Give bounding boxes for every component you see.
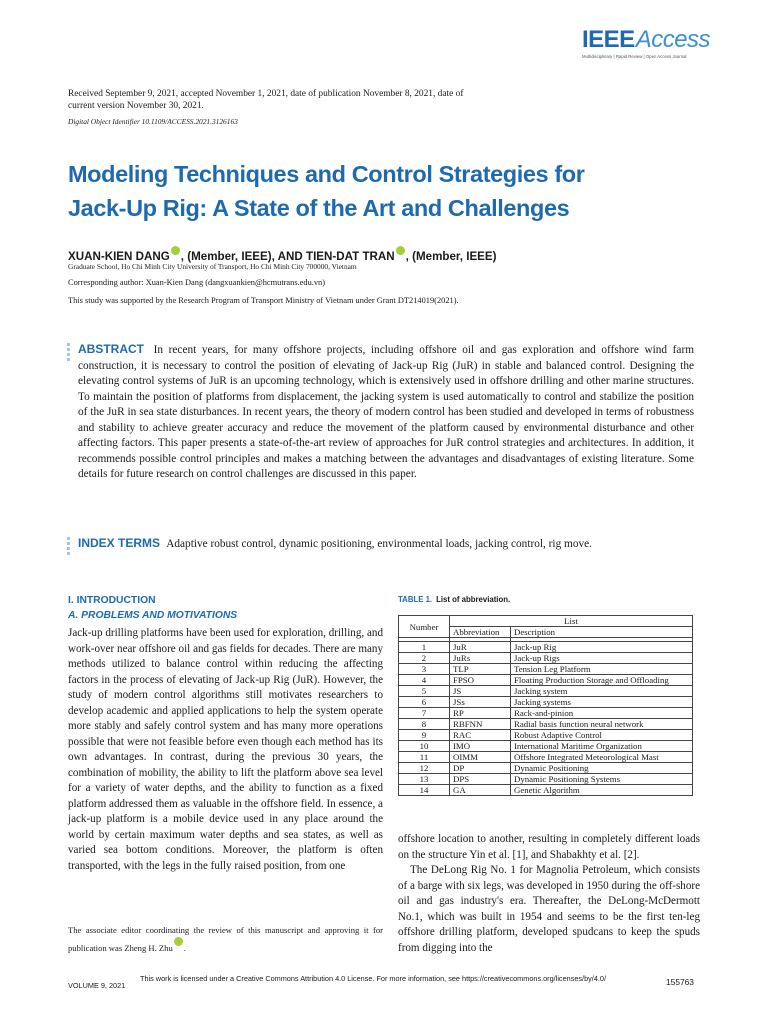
intro-paragraph: Jack-up drilling platforms have been used for exploration, drilling, and work-over near offshore oil and gas fields for decades. There are many methods utilized to balance control within reducing the affecting factors in the process of elevating of Jack-up Rig (JuR). However, the study of modern control algorithms still motivates researchers to develop academic and applied applications to help the system operate more stably and safely control system and has many more operations possible that were not feasible before even though each method has its own advantages. In contrast, during the previous 30 years, the combination of mobility, the ability to lift the platform above sea level for a variety of water depths, and the ability to function as a fixed platform addressed them as valuable in the offshore field. In essence, a jack-up platform is a mobile device used in any place around the world by certain maximum water depths and sea states, as well as varied sea bottom conditions. Moreover, the platform is often transported, with the legs in the fully raised position, from one <box>68 627 383 872</box>
col-header-description: Description <box>511 627 693 638</box>
cell-abbreviation: RAC <box>450 730 511 741</box>
page-number: 155763 <box>666 977 694 987</box>
cell-number: 9 <box>399 730 450 741</box>
paper-title: Modeling Techniques and Control Strategies for Jack-Up Rig: A State of the Art and Challenges <box>68 161 585 221</box>
cell-description: Robust Adaptive Control <box>511 730 693 741</box>
cell-abbreviation: JS <box>450 686 511 697</box>
abstract-label: ABSTRACT <box>78 342 144 356</box>
cell-abbreviation: IMO <box>450 741 511 752</box>
index-terms-text: Adaptive robust control, dynamic positioning, environmental loads, jacking control, rig move. <box>166 538 592 550</box>
cell-description: Rack-and-pinion <box>511 708 693 719</box>
cell-number: 6 <box>399 697 450 708</box>
author-line <box>68 246 497 263</box>
cell-description: Dynamic Positioning <box>511 763 693 774</box>
cell-abbreviation: RP <box>450 708 511 719</box>
logo-ieee: IEEE <box>582 26 635 53</box>
abstract <box>78 342 694 483</box>
table-row <box>399 686 693 697</box>
logo-access: Access <box>635 26 711 53</box>
corresponding-author: Corresponding author: Xuan-Kien Dang (dangxuankien@hcmutrans.edu.vn) <box>68 278 326 287</box>
table-row <box>399 719 693 730</box>
section-heading: I. INTRODUCTION <box>68 595 156 606</box>
col-header-number: Number <box>399 616 450 638</box>
paragraph: offshore location to another, resulting in completely different loads on the structure Yin et al. [1], and Shabakhty et al. [2]. <box>398 833 700 861</box>
table-title: List of abbreviation. <box>436 595 511 604</box>
cell-number: 5 <box>399 686 450 697</box>
cell-number: 3 <box>399 664 450 675</box>
table-row <box>399 675 693 686</box>
doi[interactable]: Digital Object Identifier 10.1109/ACCESS.2021.3126163 <box>68 117 238 126</box>
cell-abbreviation: JuRs <box>450 653 511 664</box>
footnote-text: The associate editor coordinating the review of this manuscript and approving it for publication was Zheng H. Zhu <box>68 925 383 953</box>
orcid-icon[interactable] <box>396 246 405 255</box>
subsection-heading: A. PROBLEMS AND MOTIVATIONS <box>68 610 238 621</box>
paragraph: The DeLong Rig No. 1 for Magnolia Petroleum, which consists of a barge with six legs, was developed in 1950 during the off-shore oil and gas industry's era. Thereafter, the DeLong-McDermott No.1, which was built in 1954 and seems to be the first ten-leg offshore drilling platform, developed spudcans to keep the spuds from digging into the <box>398 864 700 954</box>
cell-number: 7 <box>399 708 450 719</box>
cell-description: Jack-up Rig <box>511 642 693 653</box>
table-row <box>399 697 693 708</box>
affiliation: Graduate School, Ho Chi Minh City University of Transport, Ho Chi Minh City 700000, Vietnam <box>68 262 357 271</box>
cell-number: 4 <box>399 675 450 686</box>
index-terms-marker-icon <box>67 537 70 557</box>
license-notice[interactable]: This work is licensed under a Creative Commons Attribution 4.0 License. For more information, see https://creativecommons.org/licenses/by/4.0/ <box>140 974 606 983</box>
right-column-text <box>398 832 700 956</box>
table-row <box>399 730 693 741</box>
table-caption <box>398 595 510 604</box>
cell-abbreviation: GA <box>450 785 511 796</box>
orcid-icon[interactable] <box>171 246 180 255</box>
author-role: , (Member, IEEE) <box>405 250 497 263</box>
index-terms-label: INDEX TERMS <box>78 536 161 550</box>
author-role: , (Member, IEEE), AND <box>180 250 306 263</box>
cell-description: Radial basis function neural network <box>511 719 693 730</box>
cell-description: Jacking systems <box>511 697 693 708</box>
table-row <box>399 752 693 763</box>
editor-footnote: The associate editor coordinating the review of this manuscript and approving it for publication was Zheng H. Zhu . <box>68 925 383 953</box>
table-row <box>399 741 693 752</box>
cell-description: Dynamic Positioning Systems <box>511 774 693 785</box>
cell-description: Floating Production Storage and Offloading <box>511 675 693 686</box>
cell-description: International Maritime Organization <box>511 741 693 752</box>
cell-abbreviation: FPSO <box>450 675 511 686</box>
table-row <box>399 774 693 785</box>
table-row <box>399 664 693 675</box>
orcid-icon[interactable] <box>174 937 183 946</box>
author-name: TIEN-DAT TRAN <box>305 250 395 263</box>
cell-abbreviation: DP <box>450 763 511 774</box>
cell-description: Jack-up Rigs <box>511 653 693 664</box>
col-header-list: List <box>450 616 693 627</box>
journal-logo <box>582 26 711 64</box>
logo-tagline: Multidisciplinary | Rapid Review | Open Access Journal <box>582 54 687 59</box>
cell-number: 2 <box>399 653 450 664</box>
index-terms <box>78 536 694 553</box>
table-row <box>399 642 693 653</box>
cell-abbreviation: OIMM <box>450 752 511 763</box>
table-row <box>399 763 693 774</box>
table-row <box>399 653 693 664</box>
cell-number: 13 <box>399 774 450 785</box>
cell-abbreviation: RBFNN <box>450 719 511 730</box>
cell-description: Jacking system <box>511 686 693 697</box>
volume-label: VOLUME 9, 2021 <box>68 981 126 990</box>
author-name: XUAN-KIEN DANG <box>68 250 170 263</box>
funding-statement: This study was supported by the Research Program of Transport Ministry of Vietnam under Grant DT214019(2021). <box>68 296 459 305</box>
cell-number: 8 <box>399 719 450 730</box>
cell-abbreviation: TLP <box>450 664 511 675</box>
cell-number: 14 <box>399 785 450 796</box>
cell-description: Genetic Algorithm <box>511 785 693 796</box>
cell-description: Tension Leg Platform <box>511 664 693 675</box>
col-header-abbreviation: Abbreviation <box>450 627 511 638</box>
cell-number: 11 <box>399 752 450 763</box>
cell-number: 12 <box>399 763 450 774</box>
received-dates: Received September 9, 2021, accepted November 1, 2021, date of publication November 8, 2021, date of current version November 30, 2021. <box>68 89 464 111</box>
table-row <box>399 708 693 719</box>
table-body <box>399 638 693 796</box>
abstract-text: In recent years, for many offshore projects, including offshore oil and gas exploration and offshore wind farm construction, it is necessary to control the position of elevating of Jack-up Rig (JuR) in stable and balanced control. Designing the elevating control systems of JuR is an upcoming technology, which is extensively used in offshore drilling and other marine structures. To maintain the position of platforms from displacement, the jacking system is used automatically to control and stabilize the position of the JuR in sea state disturbances. In recent years, the theory of modern control has been studied and developed in terms of robustness and stability to achieve greater accuracy and reduce the movement of the platform caused by environmental disturbance and other affecting factors. This paper presents a state-of-the-art review of approaches for JuR control strategies and architectures. In addition, it recommends possible control principles and makes a matching between the advantages and disadvantages of existing literature. Some details for future research on control challenges are discussed in this paper. <box>78 344 694 480</box>
cell-number: 1 <box>399 642 450 653</box>
cell-abbreviation: DPS <box>450 774 511 785</box>
table-row <box>399 785 693 796</box>
table-label: TABLE 1. <box>398 595 433 604</box>
abbreviation-table <box>398 615 693 796</box>
cell-number: 10 <box>399 741 450 752</box>
cell-abbreviation: JuR <box>450 642 511 653</box>
cell-abbreviation: JSs <box>450 697 511 708</box>
abstract-marker-icon <box>67 343 70 363</box>
cell-description: Offshore Integrated Meteorological Mast <box>511 752 693 763</box>
